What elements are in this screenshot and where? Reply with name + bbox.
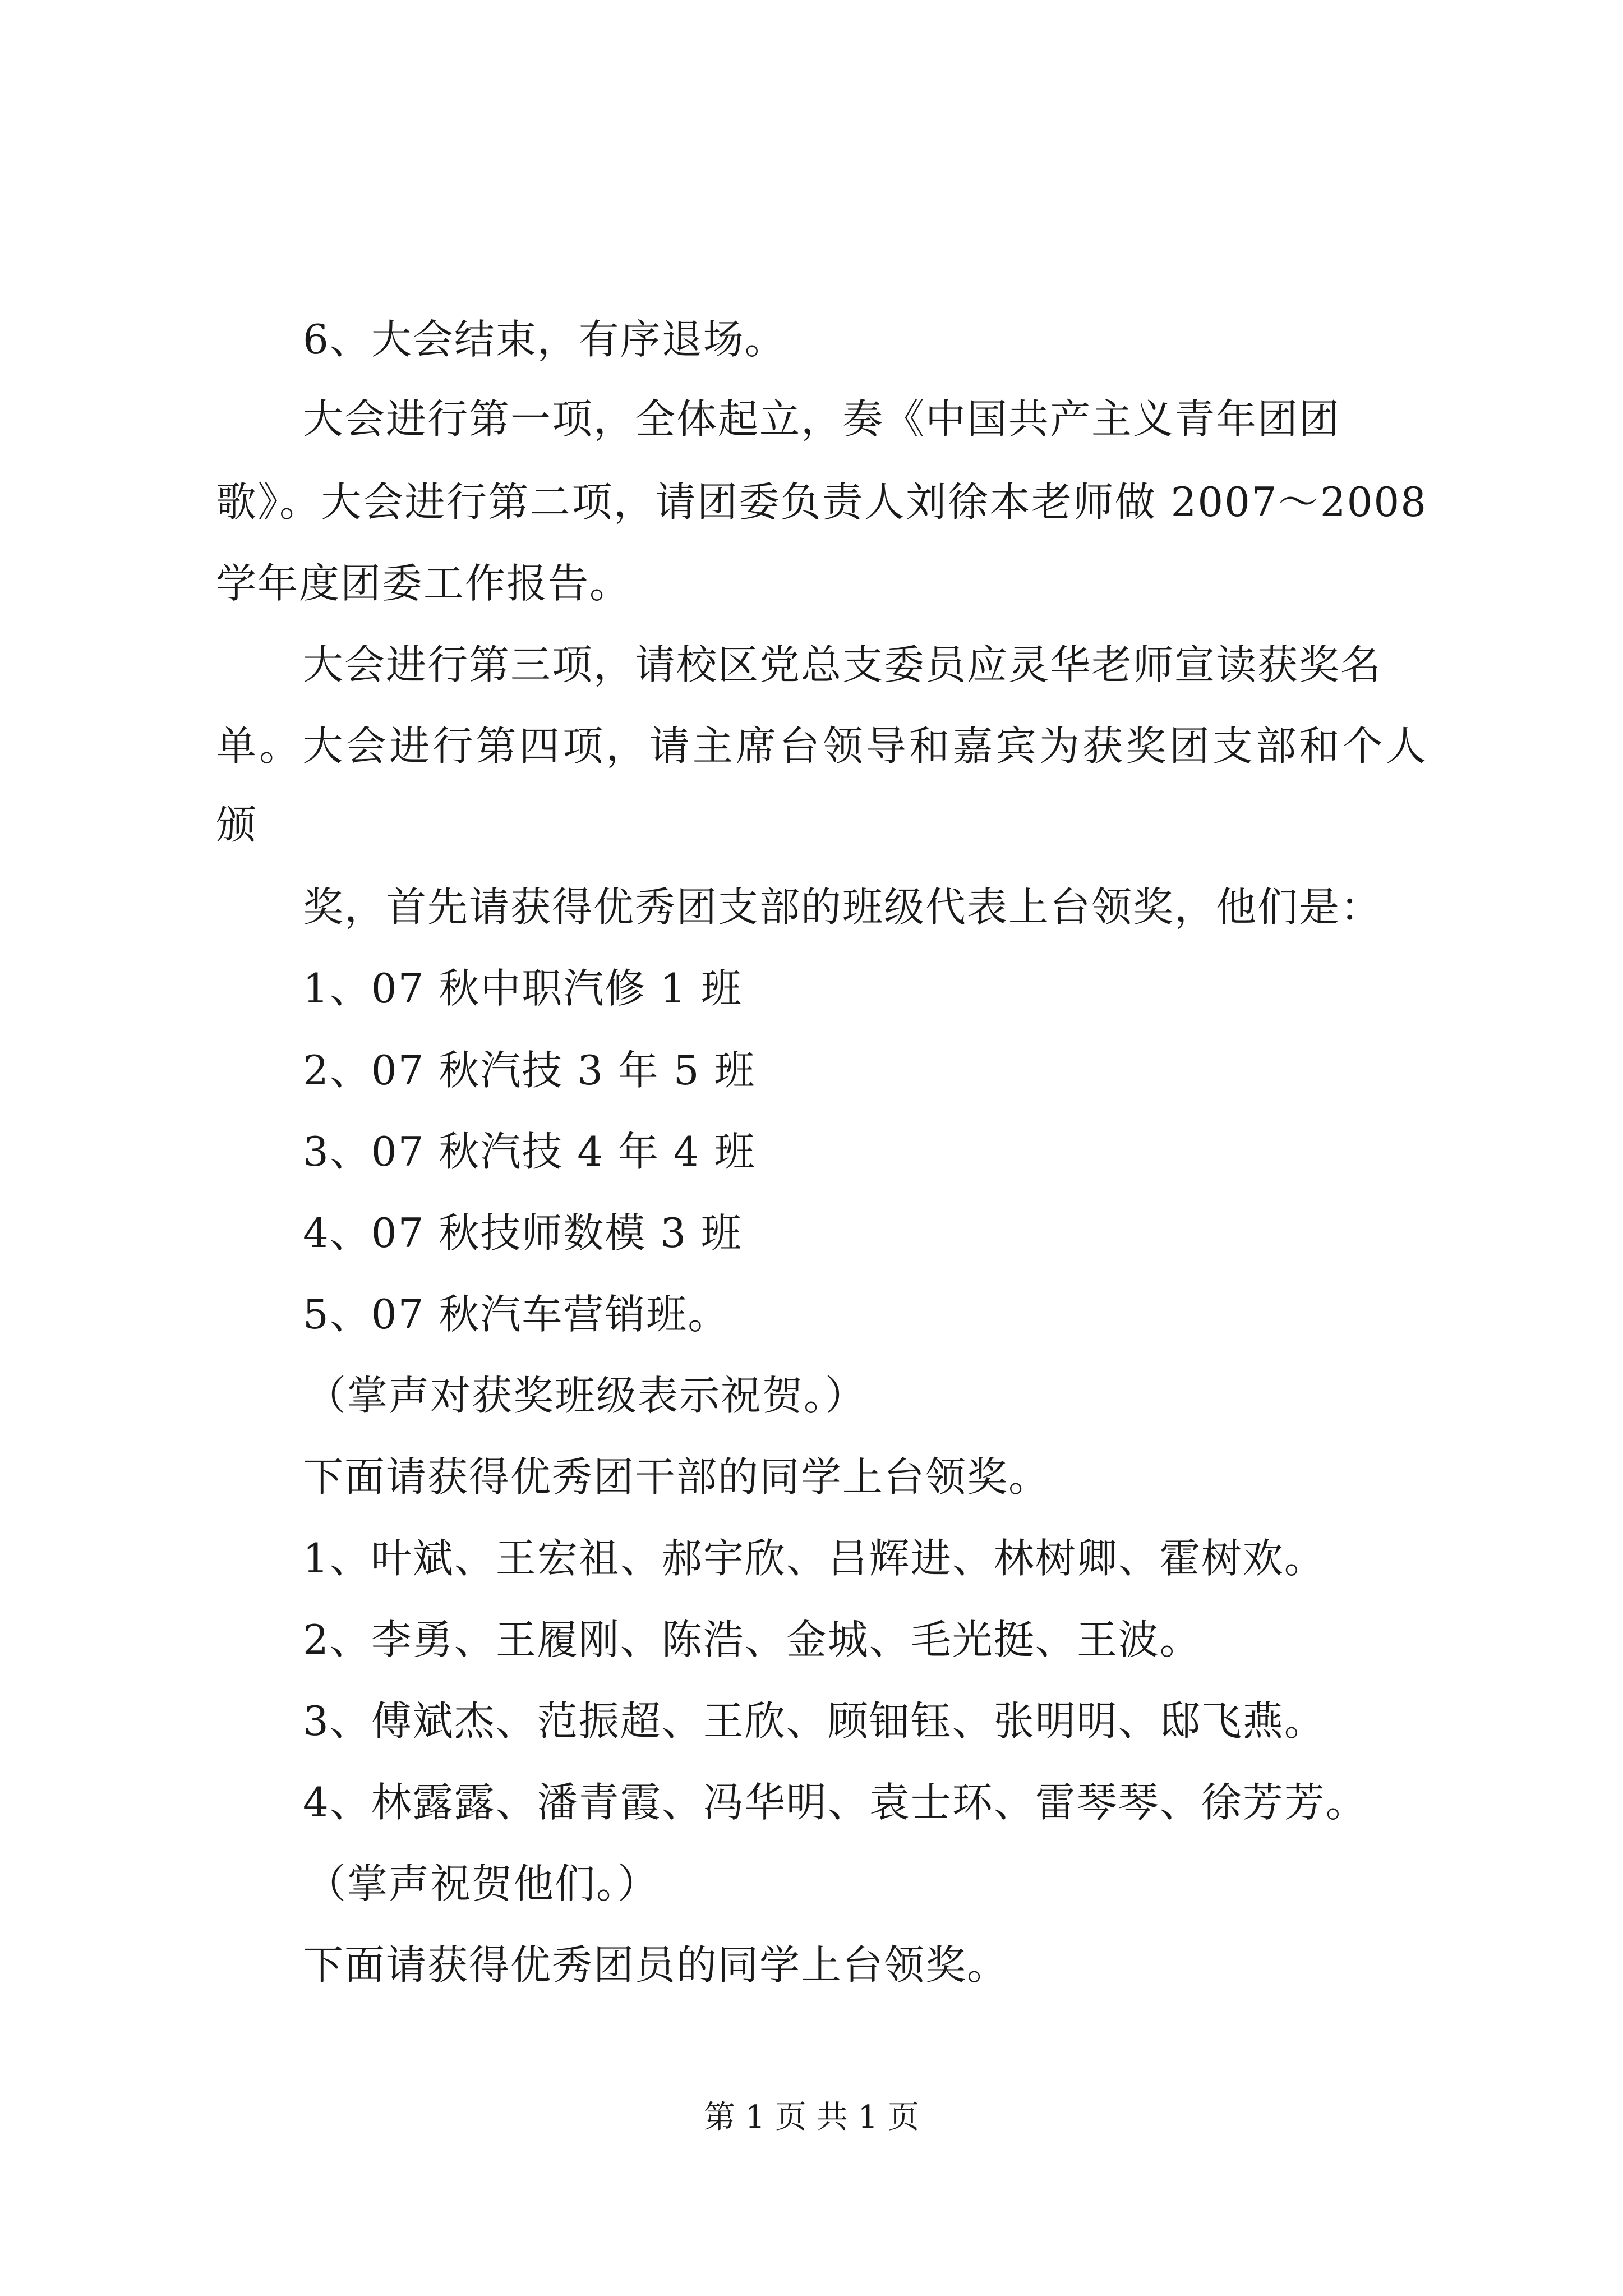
- text-line: 大会进行第三项，请校区党总支委员应灵华老师宣读获奖名: [303, 641, 1382, 688]
- text-line: 奖，首先请获得优秀团支部的班级代表上台领奖，他们是：: [303, 884, 1382, 931]
- text-line: 5、07 秋汽车营销班。: [303, 1291, 730, 1338]
- text-line: 大会进行第一项，全体起立，奏《中国共产主义青年团团: [303, 395, 1341, 443]
- text-line: 3、傅斌杰、范振超、王欣、顾钿钰、张明明、邸飞燕。: [303, 1697, 1326, 1745]
- text-line: 4、林露露、潘青霞、冯华明、袁士环、雷琴琴、徐芳芳。: [303, 1779, 1367, 1826]
- text-line: 下面请获得优秀团员的同学上台领奖。: [303, 1941, 1009, 1989]
- text-line: 1、叶斌、王宏祖、郝宇欣、吕辉进、林树卿、霍树欢。: [303, 1535, 1326, 1582]
- text-line: 2、李勇、王履刚、陈浩、金城、毛光挺、王波。: [303, 1616, 1201, 1663]
- text-line: 歌》。大会进行第二项，请团委负责人刘徐本老师做 2007～2008: [216, 478, 1427, 526]
- text-line: 颁: [216, 801, 258, 848]
- text-line: 4、07 秋技师数模 3 班: [303, 1209, 743, 1257]
- text-line: 6、大会结束，有序退场。: [303, 316, 786, 363]
- text-line: 单。大会进行第四项，请主席台领导和嘉宾为获奖团支部和个人: [216, 723, 1427, 770]
- text-line: 3、07 秋汽技 4 年 4 班: [303, 1128, 756, 1175]
- text-line: 学年度团委工作报告。: [216, 560, 631, 607]
- text-line: （掌声祝贺他们。）: [306, 1860, 660, 1907]
- text-line: 1、07 秋中职汽修 1 班: [303, 965, 743, 1012]
- page-footer: 第 1 页 共 1 页: [703, 2099, 920, 2136]
- text-line: 下面请获得优秀团干部的同学上台领奖。: [303, 1453, 1050, 1501]
- text-line: 2、07 秋汽技 3 年 5 班: [303, 1047, 756, 1094]
- text-line: （掌声对获奖班级表示祝贺。）: [306, 1372, 867, 1419]
